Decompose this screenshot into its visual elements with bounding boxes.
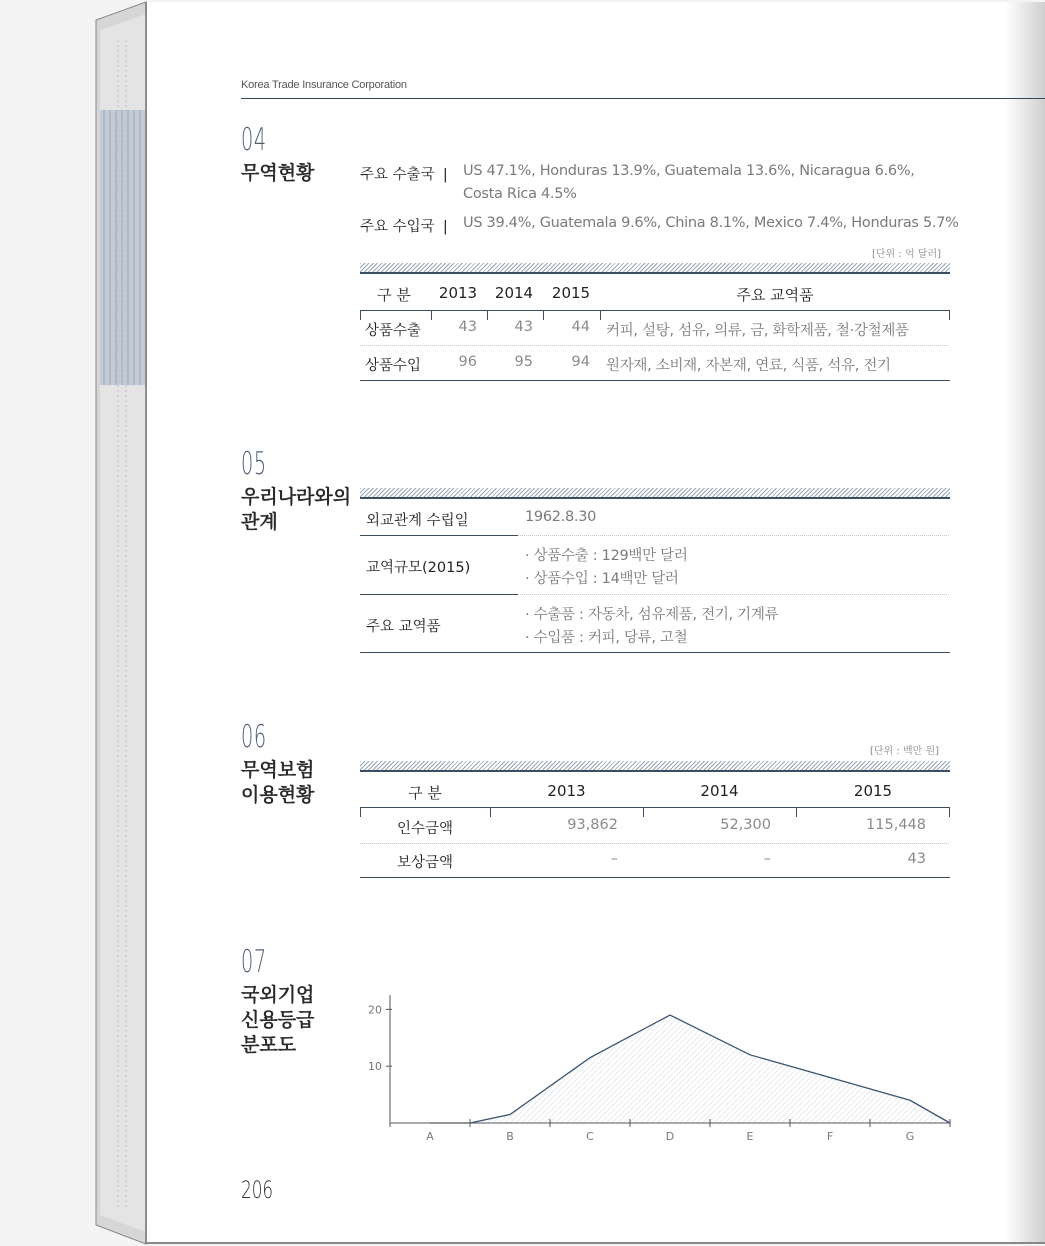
col-tick	[543, 310, 544, 320]
table-top-hatch	[360, 488, 950, 497]
row-label: 외교관계 수립일	[366, 513, 469, 529]
row-label: 교역규모(2015)	[366, 560, 471, 576]
cell-2013: –	[610, 851, 618, 867]
book-spine	[0, 0, 150, 1246]
row-divider	[360, 345, 950, 346]
table-top-rule	[360, 770, 950, 772]
row-label: 보상금액	[396, 855, 454, 871]
label-rule	[360, 535, 518, 536]
separator-bar: ❘	[439, 219, 452, 235]
col-header: 2014	[494, 284, 534, 302]
cell-2015: 94	[571, 354, 590, 370]
row-divider	[360, 843, 950, 844]
row-divider	[518, 535, 950, 536]
imports-value: US 39.4%, Guatemala 9.6%, China 8.1%, Mexico 7.4%, Honduras 5.7%	[463, 215, 959, 231]
page-number: 206	[241, 1176, 274, 1204]
col-header: 2013	[438, 284, 478, 302]
col-header: 주요 교역품	[736, 286, 814, 304]
row-value: · 상품수입 : 14백만 달러	[525, 571, 679, 587]
credit-distribution-chart	[360, 990, 960, 1150]
x-tick-label: D	[665, 1130, 675, 1143]
table-top-rule	[360, 497, 950, 499]
section-05-title-line2: 관계	[241, 511, 278, 533]
col-header: 2014	[700, 782, 739, 800]
x-tick-label: E	[746, 1130, 754, 1143]
exports-label: 주요 수출국 ❘	[360, 167, 452, 183]
section-06-title-line1: 무역보험	[241, 759, 315, 781]
header-rule	[241, 98, 1045, 99]
cell-2014: 52,300	[720, 817, 771, 833]
row-label: 상품수출	[365, 323, 422, 339]
header-rule	[360, 807, 950, 808]
section-05-title-line1: 우리나라와의	[241, 486, 352, 508]
col-tick	[643, 807, 644, 817]
cell-2013: 43	[458, 319, 477, 335]
cell-2014: 95	[514, 354, 533, 370]
row-divider	[518, 594, 950, 595]
col-tick	[490, 807, 491, 817]
col-header: 구 분	[377, 286, 411, 304]
x-tick-label: G	[905, 1130, 915, 1143]
cell-2013: 96	[458, 354, 477, 370]
section-07-title-line3: 분포도	[241, 1034, 297, 1056]
section-07-title-line2: 신용등급	[241, 1009, 315, 1031]
imports-label: 주요 수입국 ❘	[360, 219, 452, 235]
section-07-title-line1: 국외기업	[241, 984, 315, 1006]
x-tick-label: F	[826, 1130, 834, 1143]
row-label: 인수금액	[396, 821, 454, 837]
page-shadow	[1005, 2, 1045, 1242]
section-06-title-line2: 이용현황	[241, 784, 315, 806]
section-05-number: 05	[241, 446, 267, 482]
cell-2015: 43	[907, 851, 926, 867]
section-04-title: 무역현황	[241, 162, 315, 184]
table-top-hatch	[360, 761, 950, 770]
cell-2013: 93,862	[567, 817, 618, 833]
table-bottom-rule	[360, 652, 950, 653]
col-tick	[360, 807, 361, 817]
cell-items: 원자재, 소비재, 자본재, 연료, 식품, 석유, 전기	[606, 358, 891, 374]
section-06-number: 06	[241, 719, 267, 755]
section-07-number: 07	[241, 944, 267, 980]
row-value: · 수입품 : 커피, 당류, 고철	[525, 630, 688, 646]
row-label: 상품수입	[365, 358, 422, 374]
col-tick	[796, 807, 797, 817]
col-tick	[360, 310, 361, 320]
col-header: 2015	[551, 284, 591, 302]
unit-label: [단위 : 억 달러]	[872, 249, 942, 260]
col-tick	[600, 310, 601, 320]
col-header: 2015	[853, 782, 893, 800]
col-tick	[949, 807, 950, 817]
section-04-number: 04	[241, 122, 267, 158]
separator-bar: ❘	[439, 167, 452, 183]
exports-value-line1: US 47.1%, Honduras 13.9%, Guatemala 13.6%, Nicaragua 6.6%,	[463, 163, 915, 179]
row-value: · 수출품 : 자동차, 섬유제품, 전기, 기계류	[525, 607, 779, 623]
running-header: Korea Trade Insurance Corporation	[241, 79, 407, 91]
cell-items: 커피, 설탕, 섬유, 의류, 금, 화학제품, 철·강철제품	[606, 323, 909, 339]
exports-value-line2: Costa Rica 4.5%	[463, 186, 577, 202]
y-tick-label: 10	[368, 1060, 382, 1074]
row-value: 1962.8.30	[525, 509, 597, 525]
cell-2014: 43	[514, 319, 533, 335]
col-header: 구 분	[408, 784, 442, 802]
col-tick	[949, 310, 950, 320]
unit-label: [단위 : 백만 원]	[870, 746, 940, 757]
table-bottom-rule	[360, 877, 950, 878]
col-header: 2013	[547, 782, 586, 800]
x-tick-label: B	[506, 1130, 514, 1143]
row-value: · 상품수출 : 129백만 달러	[525, 548, 688, 564]
x-tick-label: A	[426, 1130, 434, 1143]
table-top-hatch	[360, 263, 950, 272]
cell-2014: –	[763, 851, 771, 867]
y-tick-label: 20	[368, 1003, 382, 1017]
cell-2015: 44	[571, 319, 590, 335]
table-top-rule	[360, 272, 950, 274]
label-rule	[360, 594, 518, 595]
row-label: 주요 교역품	[366, 619, 441, 635]
area-fill	[430, 1015, 950, 1123]
header-rule	[360, 310, 950, 311]
table-bottom-rule	[360, 380, 950, 381]
x-tick-label: C	[586, 1130, 594, 1143]
cell-2015: 115,448	[866, 817, 926, 833]
